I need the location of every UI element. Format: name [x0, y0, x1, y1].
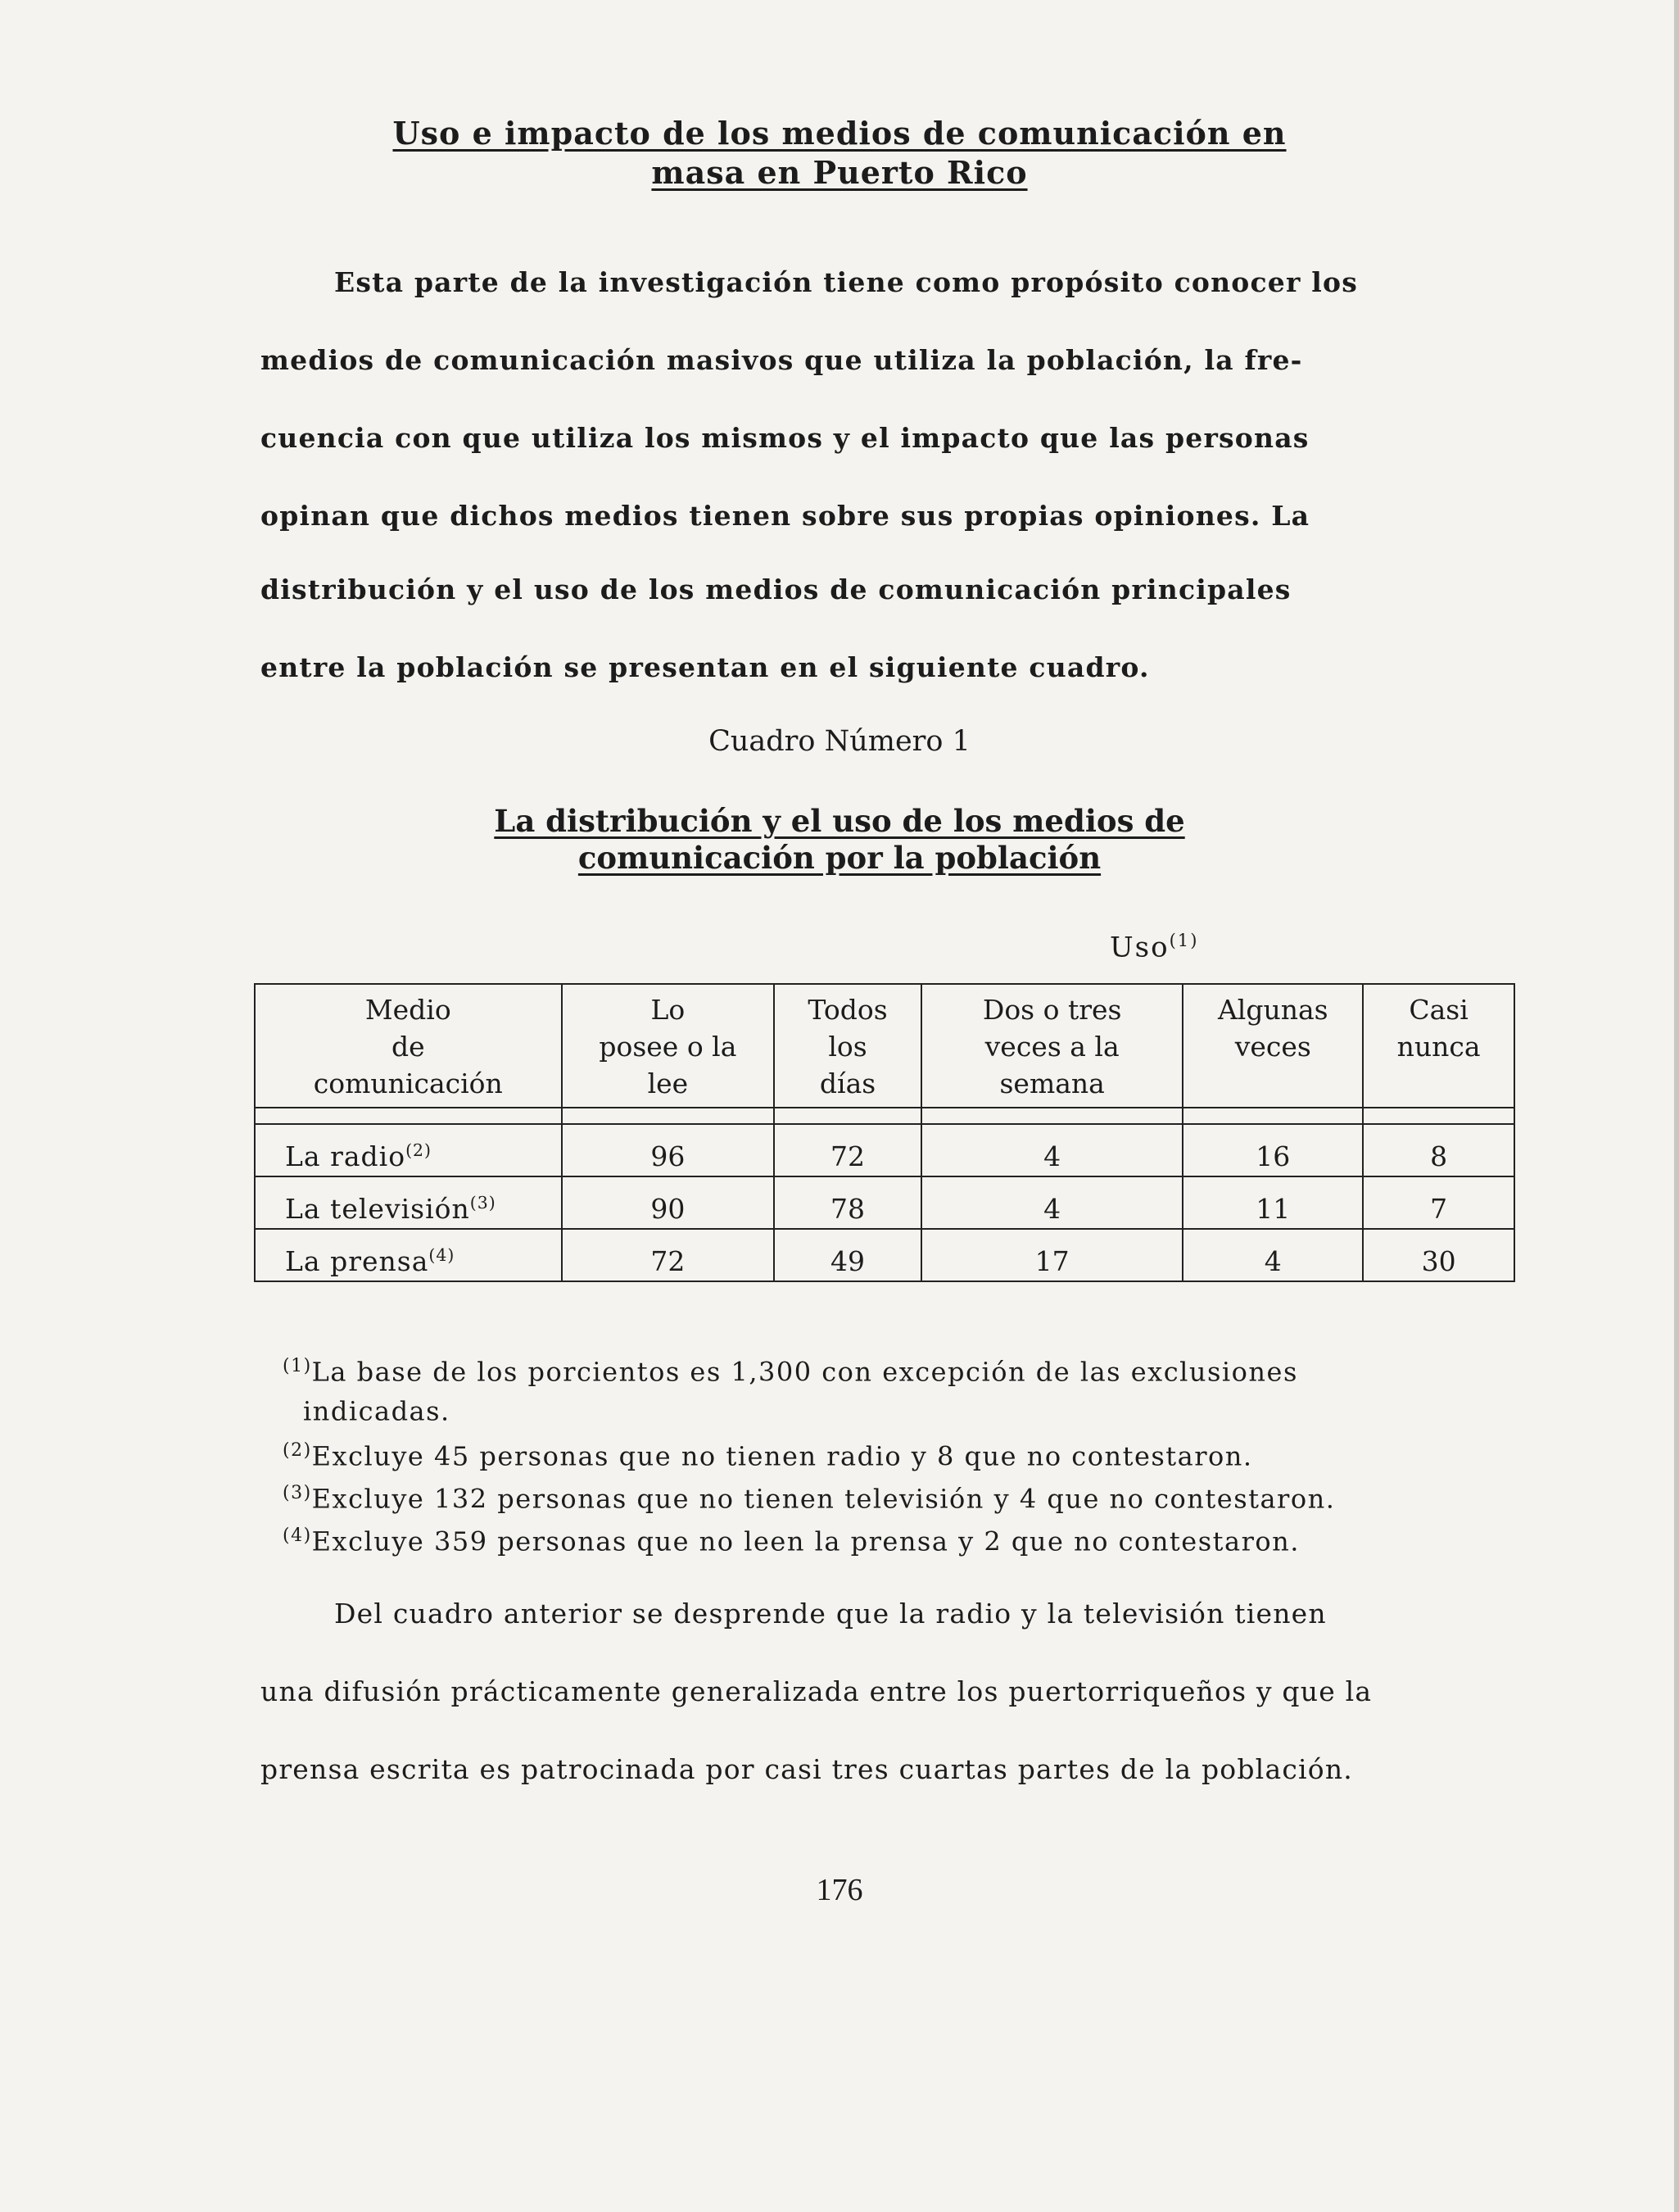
intro-line: distribución y el uso de los medios de comunicación principales: [260, 573, 1292, 605]
section-heading-line-1: Uso e impacto de los medios de comunicación en: [392, 115, 1287, 152]
footnote: $^{(3)}$Excluye 132 personas que no tienen televisión y 4 que no contestaron.: [283, 1483, 1336, 1515]
cell-dos-o-tres-veces: 4: [921, 1124, 1183, 1176]
table-title-line-2: comunicación por la población: [577, 840, 1102, 876]
header-cell: Todos los días: [774, 984, 921, 1108]
table-title-line-1: La distribución y el uso de los medios de: [494, 803, 1185, 839]
page-number: 176: [816, 1873, 863, 1907]
row-label: La radio$^{(2)}$: [255, 1124, 562, 1176]
header-cell: Lo posee o la lee: [562, 984, 775, 1108]
intro-line: Esta parte de la investigación tiene como propósito conocer los: [334, 266, 1359, 298]
closing-line: una difusión prácticamente generalizada entre los puertorriqueños y que la: [260, 1675, 1373, 1707]
section-heading-line-2: masa en Puerto Rico: [651, 154, 1028, 191]
closing-line: prensa escrita es patrocinada por casi tres cuartas partes de la población.: [260, 1753, 1353, 1785]
table-spacer-row: [255, 1108, 1514, 1124]
intro-line: entre la población se presentan en el siguiente cuadro.: [260, 651, 1150, 683]
cell-casi-nunca: 7: [1363, 1176, 1514, 1229]
uso-label: [1110, 930, 1198, 963]
intro-line: medios de comunicación masivos que utiliza la población, la fre-: [260, 344, 1303, 376]
uso-label-text: Uso: [1110, 931, 1170, 964]
cell-todos-los-dias: 78: [774, 1176, 921, 1229]
cell-posee: 96: [562, 1124, 775, 1176]
cell-algunas-veces: 16: [1183, 1124, 1363, 1176]
cell-casi-nunca: 8: [1363, 1124, 1514, 1176]
cell-todos-los-dias: 72: [774, 1124, 921, 1176]
table-row-television: [255, 1176, 1514, 1229]
intro-line: cuencia con que utiliza los mismos y el impacto que las personas: [260, 422, 1310, 454]
footnote: indicadas.: [303, 1395, 450, 1427]
table-row-prensa: [255, 1229, 1514, 1281]
closing-line: Del cuadro anterior se desprende que la radio y la televisión tienen: [334, 1598, 1327, 1630]
cell-posee: 90: [562, 1176, 775, 1229]
header-cell: Casi nunca: [1363, 984, 1514, 1108]
media-usage-table: [254, 983, 1515, 1282]
intro-line: opinan que dichos medios tienen sobre sus propias opiniones. La: [260, 500, 1310, 532]
table-header-row: [255, 984, 1514, 1108]
cell-dos-o-tres-veces: 17: [921, 1229, 1183, 1281]
cell-todos-los-dias: 49: [774, 1229, 921, 1281]
table-row-radio: [255, 1124, 1514, 1176]
cell-posee: 72: [562, 1229, 775, 1281]
footnote: $^{(1)}$La base de los porcientos es 1,300 con excepción de las exclusiones: [283, 1356, 1298, 1388]
header-cell: Dos o tres veces a la semana: [921, 984, 1183, 1108]
row-label: La prensa$^{(4)}$: [255, 1229, 562, 1281]
header-cell: Medio de comunicación: [255, 984, 562, 1108]
table-caption: Cuadro Número 1: [708, 725, 971, 758]
cell-algunas-veces: 11: [1183, 1176, 1363, 1229]
uso-note-mark: (1): [1169, 930, 1199, 950]
header-cell: Algunas veces: [1183, 984, 1363, 1108]
row-label: La televisión$^{(3)}$: [255, 1176, 562, 1229]
footnote: $^{(2)}$Excluye 45 personas que no tienen radio y 8 que no contestaron.: [283, 1440, 1253, 1472]
cell-casi-nunca: 30: [1363, 1229, 1514, 1281]
footnote: $^{(4)}$Excluye 359 personas que no leen la prensa y 2 que no contestaron.: [283, 1525, 1300, 1557]
cell-dos-o-tres-veces: 4: [921, 1176, 1183, 1229]
cell-algunas-veces: 4: [1183, 1229, 1363, 1281]
